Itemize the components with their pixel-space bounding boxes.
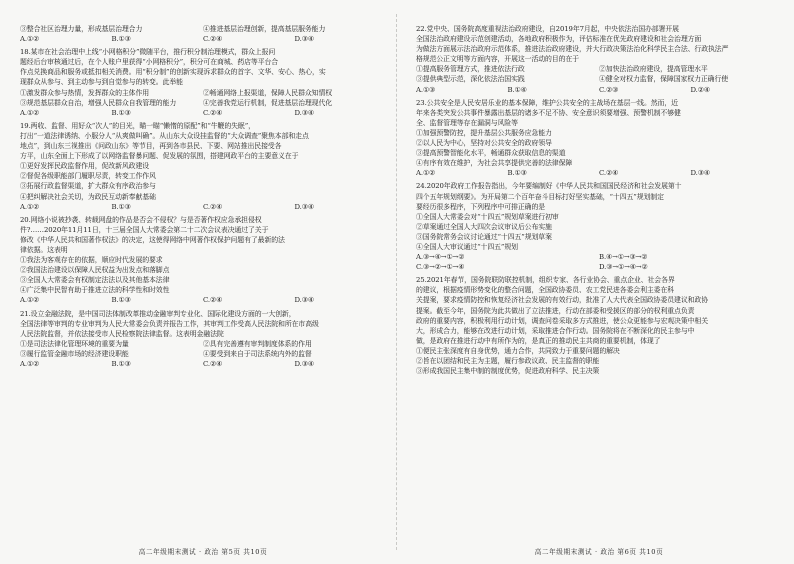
q19-option-2: ②督促各级职能部门履职尽责，转变工作作风	[20, 172, 156, 181]
question-text: 25.2021年春节，国务院联防联控机制，组织专家、各行业协会、重点企业、社会各界	[416, 276, 675, 285]
question-text: 现群众从参与、到主动参与到自觉参与的转变。此举能	[20, 78, 183, 87]
answer-a: A.①②	[20, 108, 40, 117]
answer-d: D.③④	[294, 296, 314, 305]
answer-a: A.①②	[20, 35, 40, 44]
q23-option-1: ①加强预警防控，提升基层公共服务应急能力	[416, 128, 552, 137]
q22-answers	[416, 85, 782, 95]
q20-option-2: ②我国法治建设以保障人民权益为出发点和落脚点	[20, 266, 170, 275]
answer-c: C.②④	[203, 202, 223, 211]
question-20	[20, 215, 386, 306]
question-text: 做，是政府在推进行动中有所作为的，是真正的推动民主共商的重要机制，体现了	[416, 336, 661, 345]
answer-c: C.②④	[203, 108, 223, 117]
q18-options	[20, 98, 386, 108]
q24-step-4: ④全国人大审议通过“十四五”规划	[416, 242, 518, 251]
q23-option-4: ④有序有效在维护，为社会共享提供完善的法律保障	[416, 159, 573, 168]
q19-option-1: ①更好发挥民政监督作用，促改新风政建设	[20, 162, 150, 171]
question-25	[416, 275, 782, 376]
q17-options	[20, 24, 386, 34]
question-text: 打出“一道法律诱纳、小服分人“从爽做叫确”。从山东大众设挂监督的“大众调查”聚焦本部和走点	[20, 131, 309, 140]
q18-option-3: ③规范基层群众自治，增强人民群众自我管理的能力	[20, 98, 177, 107]
q21-options	[20, 349, 386, 359]
answer-b: B.①③	[111, 35, 131, 44]
question-24	[416, 181, 782, 272]
q21-answers	[20, 359, 386, 369]
q20-option-1: ①我法为客观存在的依据，顺应时代发展的要求	[20, 256, 163, 265]
q21-options	[20, 339, 386, 349]
question-text: 政府的重要内容，积极利用行动计划，调查问卷采取多方式推进，使公众更能参与宏观决策中相关	[416, 316, 708, 325]
question-text: 全、监督管理等存在漏洞与风险等	[416, 118, 518, 127]
question-19	[20, 121, 386, 212]
answer-b: B.①③	[111, 296, 131, 305]
q17-answers	[20, 34, 386, 44]
q23-answers	[416, 168, 782, 178]
q20-answers	[20, 295, 386, 305]
answer-a: A.①②	[20, 202, 40, 211]
q21-option-2: ②具有完善遵有审判制度体系的作用	[203, 339, 312, 348]
q22-option-1: ①提高服务管理方式，推进依法行政	[416, 65, 525, 74]
answer-d: D.③④	[294, 35, 314, 44]
page-footer-right: 高二年级期末测试 · 政治 第6页 共10页	[534, 548, 664, 556]
q18-option-1: ①激发群众参与热情，发挥群众的主体作用	[20, 88, 150, 97]
question-text: 提案。截至今年，国务院为此共做出了立法推进，行动在部委和受援区的部分的权利重点负责	[416, 306, 695, 315]
question-text: 23.公共安全是人民安居乐业的基本保障，维护公共安全的主战场在基层一线。然而，近	[416, 98, 678, 107]
question-text: 格规范公正文明等方面内容，开展这一活动的目的在于	[416, 55, 579, 64]
q23-option-3: ③提高预警智能化水平，畅通群众获取信息的渠道	[416, 149, 566, 158]
answer-a: A.①③	[416, 85, 436, 94]
answer-c: C.②④	[203, 296, 223, 305]
answer-d: D.②④	[690, 85, 710, 94]
q18-options	[20, 88, 386, 98]
q25-option-1: ①便民主张深度有自身优势，通力合作，共同致力于重要问题的解决	[416, 346, 620, 355]
q25-option-2: ②旨在以团结和民主为主题，履行参政议政、民主监督的职能	[416, 357, 600, 365]
question-text: 全国法律等审判的专业审判为人民大常委会负责并报告工作，其审判工作受高人民法院和所在市高级	[20, 319, 319, 328]
question-text: 律依据。这表明	[20, 245, 68, 254]
question-text: 方平，山东全面上下形成了以网络监督暴问题、促发展的氛围，搭建网政平台的主要意义在于	[20, 152, 299, 161]
answer-c: C.③→②→①→④	[416, 263, 465, 272]
q22-option-3: ③提供典型示范，深化依法治国实践	[416, 75, 525, 84]
question-text: 人民法院监督，并依法接受市人民检察院法律监督。这表明金融法院	[20, 329, 224, 338]
q18-answers	[20, 108, 386, 118]
question-18	[20, 47, 386, 118]
question-text: 关提案，要求疫情防控和恢复经济社会发展的有效行动，批准了人大代表全国政协委员建议和政协	[416, 296, 708, 305]
q21-option-4: ④要受到来自于司法系统内外的监督	[203, 349, 312, 358]
answer-b: B.④→①→③→②	[599, 253, 648, 262]
q18-option-4: ④完善我党运行机制，促进基层治理现代化	[203, 98, 333, 107]
answer-d: D.③④	[294, 202, 314, 211]
q22-options	[416, 64, 782, 74]
q22-options	[416, 74, 782, 84]
answer-a: A.①②	[416, 169, 436, 178]
answer-d: D.③→①→④→②	[599, 263, 648, 272]
answer-b: B.①③	[111, 202, 131, 211]
question-text: 21.设立金融法院，是中国司法体制改革推动金融审判专业化、国际化建设方面的一大创新，	[20, 309, 296, 318]
question-text: 全国法治政府建设示范创建活动，各地政府积极作为，评估标准在优先政府建设和社会治理方面	[416, 35, 702, 44]
question-21	[20, 309, 386, 370]
q24-answers	[416, 252, 782, 262]
question-text: 24.2020年政府工作报告指出，今年要编制好《中华人民共和国国民经济和社会发展第十	[416, 182, 682, 191]
q24-step-2: ②草案通过全国人大四次会议审议后公布实施	[416, 222, 552, 231]
question-23	[416, 98, 782, 179]
question-text: 18.某市在社会治理中上线“小网格积分”微随平台，推行积分制治理模式，群众上报问	[20, 48, 276, 57]
question-text: 地点”，到山东三视推出《问政山东》等节目，再到各市县民、下要、网站推出民接受各	[20, 142, 282, 151]
answer-c: C.②④	[599, 169, 619, 178]
question-text: 四个五年规划纲要》。为开局第二个百年奋斗目标打好坚实基础，“十四五”规划制定	[416, 192, 664, 201]
answer-d: D.③④	[690, 169, 710, 178]
answer-d: D.③④	[294, 360, 314, 368]
answer-a: A.①②	[20, 296, 40, 305]
question-text: 要经历很多程序，下列程序中可排正确的是	[416, 202, 546, 211]
question-text: 件?……2020年11月11日，十三届全国人大常委会第二十二次会议表决通过了关于	[20, 225, 269, 234]
answer-b: B.①④	[507, 85, 527, 94]
answer-b: B.①③	[507, 169, 527, 178]
q22-option-2: ②加快法治政府建设，提高管理水平	[599, 65, 708, 74]
question-text: 为做法方面展示法治政府示范体系，推进法治政府建设，并大行政决策法治化科学民主合法、行政执法严	[416, 45, 729, 54]
column-divider	[396, 14, 397, 550]
question-text: 题经后台审核通过后，在个人账户里获得“小网格积分”，积分可在商城、药店等平台合	[20, 58, 279, 67]
q17-option-3: ③整合社区治理力量，形成基层治理合力	[20, 25, 143, 33]
question-text: 19.两收、监督、用好众“次人”的目光，瞄一瞄“懒惰的原配”和“牛鞭的失眠”，	[20, 121, 255, 130]
question-text: 22.党中央、国务院高度重视法治政府建设，自2019年7月起，中央依法治国办部署开展	[416, 25, 679, 33]
question-text: 年来各类突发公共事件暴露出基层的诸多不足不协、安全意识须要增强、预警机制不够健	[416, 108, 681, 117]
q20-option-4: ④广泛集中民智有助于推进立法的科学性和时效性	[20, 286, 170, 295]
answer-d: D.③④	[294, 108, 314, 117]
q23-option-2: ②以人民为中心，坚持对公共安全的政府领导	[416, 139, 552, 148]
answer-a: A.①②	[20, 360, 40, 368]
q21-option-1: ①是司法法律化管理环境的重要为量	[20, 339, 129, 348]
left-column	[20, 24, 386, 524]
q25-option-3: ③形成我国民主集中制的制度优势，促进政府科学、民主决策	[416, 367, 600, 376]
question-text: 大，形成合力，能够在改进行动计划，采取推进合作行动。国务院将在不断深化的民主参与中	[416, 326, 695, 335]
q19-option-4: ④把纠解决社会关切，为政民互动新奉献基础	[20, 192, 156, 201]
answer-c: C.②④	[203, 35, 223, 44]
answer-b: B.①③	[111, 108, 131, 117]
question-22	[416, 24, 782, 95]
answer-c: C.②④	[203, 360, 223, 368]
q24-step-3: ③国务院常务会议讨论通过“十四五”规划草案	[416, 232, 552, 241]
q24-answers	[416, 262, 782, 272]
right-column	[416, 24, 782, 524]
q19-answers	[20, 202, 386, 212]
question-text: 作点兑换商品和服务或抵扣相关消费。用“积分制”的创新实现诉求群众的首字、文华、安心、热心，实	[20, 68, 326, 77]
answer-b: B.①③	[111, 360, 131, 368]
q22-option-4: ④健全对权力监督，保障国家权力正确行使	[599, 75, 729, 84]
q20-option-3: ③全国人大常委会有权制定法法以及其他基本法律	[20, 276, 170, 285]
q19-option-3: ③拓展行政监督渠道，扩大群众有序政治参与	[20, 182, 156, 191]
q24-step-1: ①全国人大常委会对“十四五”规划草案进行初审	[416, 212, 559, 221]
q17-option-4: ④推进基层治理创新，提高基层服务能力	[203, 25, 326, 33]
q21-option-3: ③履行监管金融市场的经济建设职能	[20, 349, 129, 358]
page-footer-left: 高二年级期末测试 · 政治 第5页 共10页	[138, 548, 268, 556]
answer-c: C.②③	[599, 85, 619, 94]
answer-a: A.③→④→①→②	[416, 253, 465, 262]
question-text: 的建议，根据疫情形势变化的整合问题，全国政协委员、农工党民进各委会利主委在科	[416, 286, 675, 295]
question-text: 修改《中华人民共和国著作权法》的决定，这使得网络中网著作权保护问题有了最新的法	[20, 235, 285, 244]
q18-option-2: ②畅通网络上报渠道，保障人民群众知情权	[203, 88, 333, 97]
question-text: 20.网络小说被抄袭、转载网盘的作品是否会不侵权？与是否著作权应急承担侵权	[20, 215, 262, 224]
